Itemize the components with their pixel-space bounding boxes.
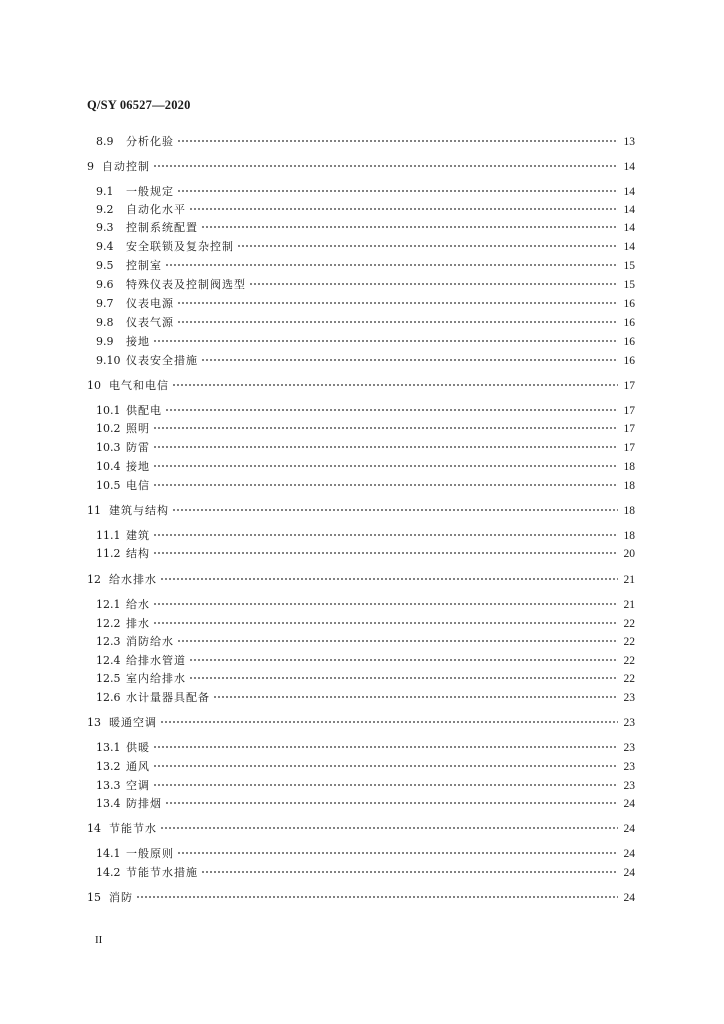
toc-leader-dots — [153, 781, 618, 789]
toc-entry-number: 10.4 — [96, 460, 121, 473]
toc-leader-dots — [153, 481, 618, 489]
toc-entry-page: 14 — [623, 241, 635, 253]
toc-entry-title: 安全联锁及复杂控制 — [126, 240, 234, 253]
toc-leader-dots — [177, 299, 618, 307]
toc-entry-page: 24 — [623, 798, 635, 810]
toc-entry-number: 10.1 — [96, 404, 121, 417]
toc-entry-number: 13.1 — [96, 741, 121, 754]
toc-entry-number: 10.3 — [96, 441, 121, 454]
toc-entry-number: 11.1 — [96, 529, 121, 542]
toc-entry-title: 电气和电信 — [109, 379, 169, 392]
toc-entry-number: 12.2 — [96, 617, 121, 630]
toc-entry-page: 21 — [623, 599, 635, 611]
page-number: II — [95, 934, 103, 946]
toc-entry-title: 空调 — [126, 779, 150, 792]
toc-leader-dots — [201, 223, 618, 231]
toc-entry-page: 14 — [623, 204, 635, 216]
toc-entry[interactable] — [96, 547, 635, 561]
toc-entry-title: 结构 — [126, 547, 150, 560]
toc-entry-page: 13 — [623, 136, 635, 148]
toc-entry-number: 12.4 — [96, 654, 121, 667]
toc-leader-dots — [160, 575, 618, 583]
toc-entry-page: 18 — [623, 505, 635, 517]
toc-entry-number: 14 — [87, 822, 101, 835]
toc-entry[interactable] — [96, 422, 635, 436]
toc-entry-page: 14 — [623, 222, 635, 234]
toc-entry-number: 13.4 — [96, 797, 121, 810]
toc-entry-number: 11.2 — [96, 547, 121, 560]
toc-entry-title: 节能节水措施 — [126, 866, 198, 879]
toc-entry-title: 节能节水 — [109, 822, 157, 835]
toc-entry-number: 12.3 — [96, 635, 121, 648]
toc-entry-title: 供暖 — [126, 741, 150, 754]
toc-entry-page: 20 — [623, 548, 635, 560]
toc-leader-dots — [189, 656, 618, 664]
toc-entry-page: 14 — [623, 186, 635, 198]
toc-entry-number: 9.3 — [96, 221, 114, 234]
toc-leader-dots — [160, 718, 618, 726]
toc-entry-number: 9.4 — [96, 240, 114, 253]
toc-entry-number: 12.5 — [96, 672, 121, 685]
toc-entry[interactable] — [96, 354, 635, 368]
toc-entry-page: 24 — [623, 848, 635, 860]
toc-entry-title: 仪表气源 — [126, 316, 174, 329]
toc-entry[interactable] — [87, 504, 635, 518]
toc-entry[interactable] — [96, 185, 635, 199]
toc-entry[interactable] — [96, 316, 635, 330]
toc-leader-dots — [153, 549, 618, 557]
toc-leader-dots — [201, 356, 618, 364]
toc-leader-dots — [160, 824, 618, 832]
toc-entry-title: 照明 — [126, 422, 150, 435]
toc-entry-page: 15 — [623, 279, 635, 291]
toc-leader-dots — [189, 205, 618, 213]
toc-entry-number: 9 — [87, 160, 94, 173]
toc-entry-number: 14.2 — [96, 866, 121, 879]
toc-entry[interactable] — [96, 335, 635, 349]
toc-entry[interactable] — [96, 760, 635, 774]
toc-entry-title: 建筑 — [126, 529, 150, 542]
toc-leader-dots — [153, 531, 618, 539]
toc-entry-title: 消防 — [109, 891, 133, 904]
toc-entry-title: 控制室 — [126, 259, 162, 272]
toc-entry-title: 接地 — [126, 460, 150, 473]
toc-leader-dots — [153, 443, 618, 451]
toc-entry[interactable] — [96, 617, 635, 631]
toc-leader-dots — [153, 743, 618, 751]
toc-entry-title: 消防给水 — [126, 635, 174, 648]
toc-entry[interactable] — [87, 573, 635, 587]
toc-entry[interactable] — [96, 741, 635, 755]
toc-entry[interactable] — [96, 797, 635, 811]
toc-entry-page: 18 — [623, 530, 635, 542]
toc-entry-page: 22 — [623, 618, 635, 630]
toc-entry-title: 仪表安全措施 — [126, 354, 198, 367]
toc-entry-page: 23 — [623, 761, 635, 773]
document-code: Q/SY 06527—2020 — [87, 98, 191, 112]
toc-leader-dots — [172, 506, 618, 514]
toc-entry-number: 15 — [87, 891, 101, 904]
toc-entry-title: 防排烟 — [126, 797, 162, 810]
toc-entry-number: 9.6 — [96, 278, 114, 291]
toc-leader-dots — [165, 406, 618, 414]
toc-leader-dots — [153, 337, 618, 345]
toc-entry-page: 16 — [623, 317, 635, 329]
toc-entry-page: 17 — [623, 442, 635, 454]
toc-entry-title: 自动控制 — [102, 160, 150, 173]
toc-entry-page: 16 — [623, 298, 635, 310]
toc-entry-number: 9.1 — [96, 185, 114, 198]
toc-leader-dots — [153, 424, 618, 432]
toc-entry-page: 17 — [623, 405, 635, 417]
toc-entry-page: 22 — [623, 636, 635, 648]
toc-entry-title: 一般原则 — [126, 847, 174, 860]
toc-entry-title: 仪表电源 — [126, 297, 174, 310]
toc-leader-dots — [189, 674, 618, 682]
toc-entry-title: 接地 — [126, 335, 150, 348]
toc-leader-dots — [201, 868, 618, 876]
toc-entry[interactable] — [96, 460, 635, 474]
toc-entry-title: 分析化验 — [126, 135, 174, 148]
toc-entry-page: 17 — [623, 423, 635, 435]
toc-entry[interactable] — [96, 297, 635, 311]
toc-entry-page: 24 — [623, 823, 635, 835]
toc-entry-page: 16 — [623, 336, 635, 348]
toc-leader-dots — [213, 693, 618, 701]
toc-leader-dots — [177, 187, 618, 195]
toc-entry-title: 给水 — [126, 598, 150, 611]
toc-entry-number: 10 — [87, 379, 101, 392]
toc-entry-page: 22 — [623, 673, 635, 685]
toc-entry-title: 控制系统配置 — [126, 221, 198, 234]
toc-entry-page: 23 — [623, 742, 635, 754]
toc-entry-number: 9.10 — [96, 354, 121, 367]
toc-leader-dots — [165, 261, 618, 269]
toc-leader-dots — [153, 619, 618, 627]
toc-entry[interactable] — [96, 779, 635, 793]
toc-leader-dots — [172, 381, 618, 389]
toc-entry-title: 建筑与结构 — [109, 504, 169, 517]
toc-entry-title: 电信 — [126, 479, 150, 492]
toc-entry-number: 10.2 — [96, 422, 121, 435]
toc-leader-dots — [165, 799, 618, 807]
toc-entry-page: 14 — [623, 161, 635, 173]
toc-leader-dots — [153, 462, 618, 470]
toc-entry-number: 13.3 — [96, 779, 121, 792]
toc-entry-number: 13.2 — [96, 760, 121, 773]
toc-leader-dots — [177, 318, 618, 326]
toc-entry[interactable] — [96, 598, 635, 612]
toc-entry-page: 22 — [623, 655, 635, 667]
toc-entry[interactable] — [96, 259, 635, 273]
toc-entry-title: 一般规定 — [126, 185, 174, 198]
toc-entry-number: 12 — [87, 573, 101, 586]
toc-entry[interactable] — [87, 822, 635, 836]
toc-entry[interactable] — [96, 240, 635, 254]
toc-entry-title: 给排水管道 — [126, 654, 186, 667]
toc-leader-dots — [237, 242, 618, 250]
toc-entry-page: 16 — [623, 355, 635, 367]
toc-entry-title: 排水 — [126, 617, 150, 630]
toc-leader-dots — [177, 849, 618, 857]
toc-entry[interactable] — [87, 891, 635, 905]
toc-leader-dots — [153, 762, 618, 770]
toc-entry-page: 23 — [623, 692, 635, 704]
toc-entry-title: 室内给排水 — [126, 672, 186, 685]
toc-entry-number: 13 — [87, 716, 101, 729]
toc-entry[interactable] — [96, 691, 635, 705]
toc-entry[interactable] — [96, 635, 635, 649]
toc-entry-title: 通风 — [126, 760, 150, 773]
toc-entry-title: 自动化水平 — [126, 203, 186, 216]
toc-leader-dots — [177, 137, 618, 145]
toc-entry[interactable] — [87, 379, 635, 393]
toc-entry-title: 暖通空调 — [109, 716, 157, 729]
toc-entry-page: 23 — [623, 717, 635, 729]
toc-entry-number: 9.2 — [96, 203, 114, 216]
toc-entry-page: 17 — [623, 380, 635, 392]
toc-leader-dots — [136, 893, 618, 901]
toc-entry-number: 12.6 — [96, 691, 121, 704]
toc-entry[interactable] — [96, 278, 635, 292]
toc-entry-number: 10.5 — [96, 479, 121, 492]
toc-entry-page: 18 — [623, 461, 635, 473]
toc-entry[interactable] — [96, 672, 635, 686]
toc-entry[interactable] — [96, 221, 635, 235]
toc-entry-page: 18 — [623, 480, 635, 492]
toc-entry[interactable] — [96, 529, 635, 543]
toc-entry-number: 9.5 — [96, 259, 114, 272]
toc-entry-title: 供配电 — [126, 404, 162, 417]
toc-entry-number: 12.1 — [96, 598, 121, 611]
toc-entry-page: 23 — [623, 780, 635, 792]
toc-entry[interactable] — [96, 203, 635, 217]
toc-entry[interactable] — [96, 135, 635, 149]
toc-entry[interactable] — [96, 654, 635, 668]
toc-entry[interactable] — [96, 441, 635, 455]
toc-entry-page: 21 — [623, 574, 635, 586]
toc-entry-number: 8.9 — [96, 135, 114, 148]
toc-entry-number: 9.8 — [96, 316, 114, 329]
toc-entry-page: 24 — [623, 892, 635, 904]
toc-entry-page: 15 — [623, 260, 635, 272]
toc-entry-number: 14.1 — [96, 847, 121, 860]
toc-entry[interactable] — [87, 160, 635, 174]
toc-leader-dots — [177, 637, 618, 645]
toc-entry-title: 水计量器具配备 — [126, 691, 210, 704]
toc-entry-number: 11 — [87, 504, 101, 517]
toc-entry[interactable] — [96, 866, 635, 880]
toc-entry[interactable] — [96, 404, 635, 418]
toc-entry-number: 9.9 — [96, 335, 114, 348]
toc-leader-dots — [249, 280, 618, 288]
toc-entry[interactable] — [96, 479, 635, 493]
toc-entry-title: 特殊仪表及控制阀选型 — [126, 278, 246, 291]
toc-entry-number: 9.7 — [96, 297, 114, 310]
toc-entry-title: 给水排水 — [109, 573, 157, 586]
toc-leader-dots — [153, 600, 618, 608]
toc-entry[interactable] — [87, 716, 635, 730]
toc-entry-title: 防雷 — [126, 441, 150, 454]
toc-entry-page: 24 — [623, 867, 635, 879]
toc-entry[interactable] — [96, 847, 635, 861]
toc-leader-dots — [153, 162, 618, 170]
